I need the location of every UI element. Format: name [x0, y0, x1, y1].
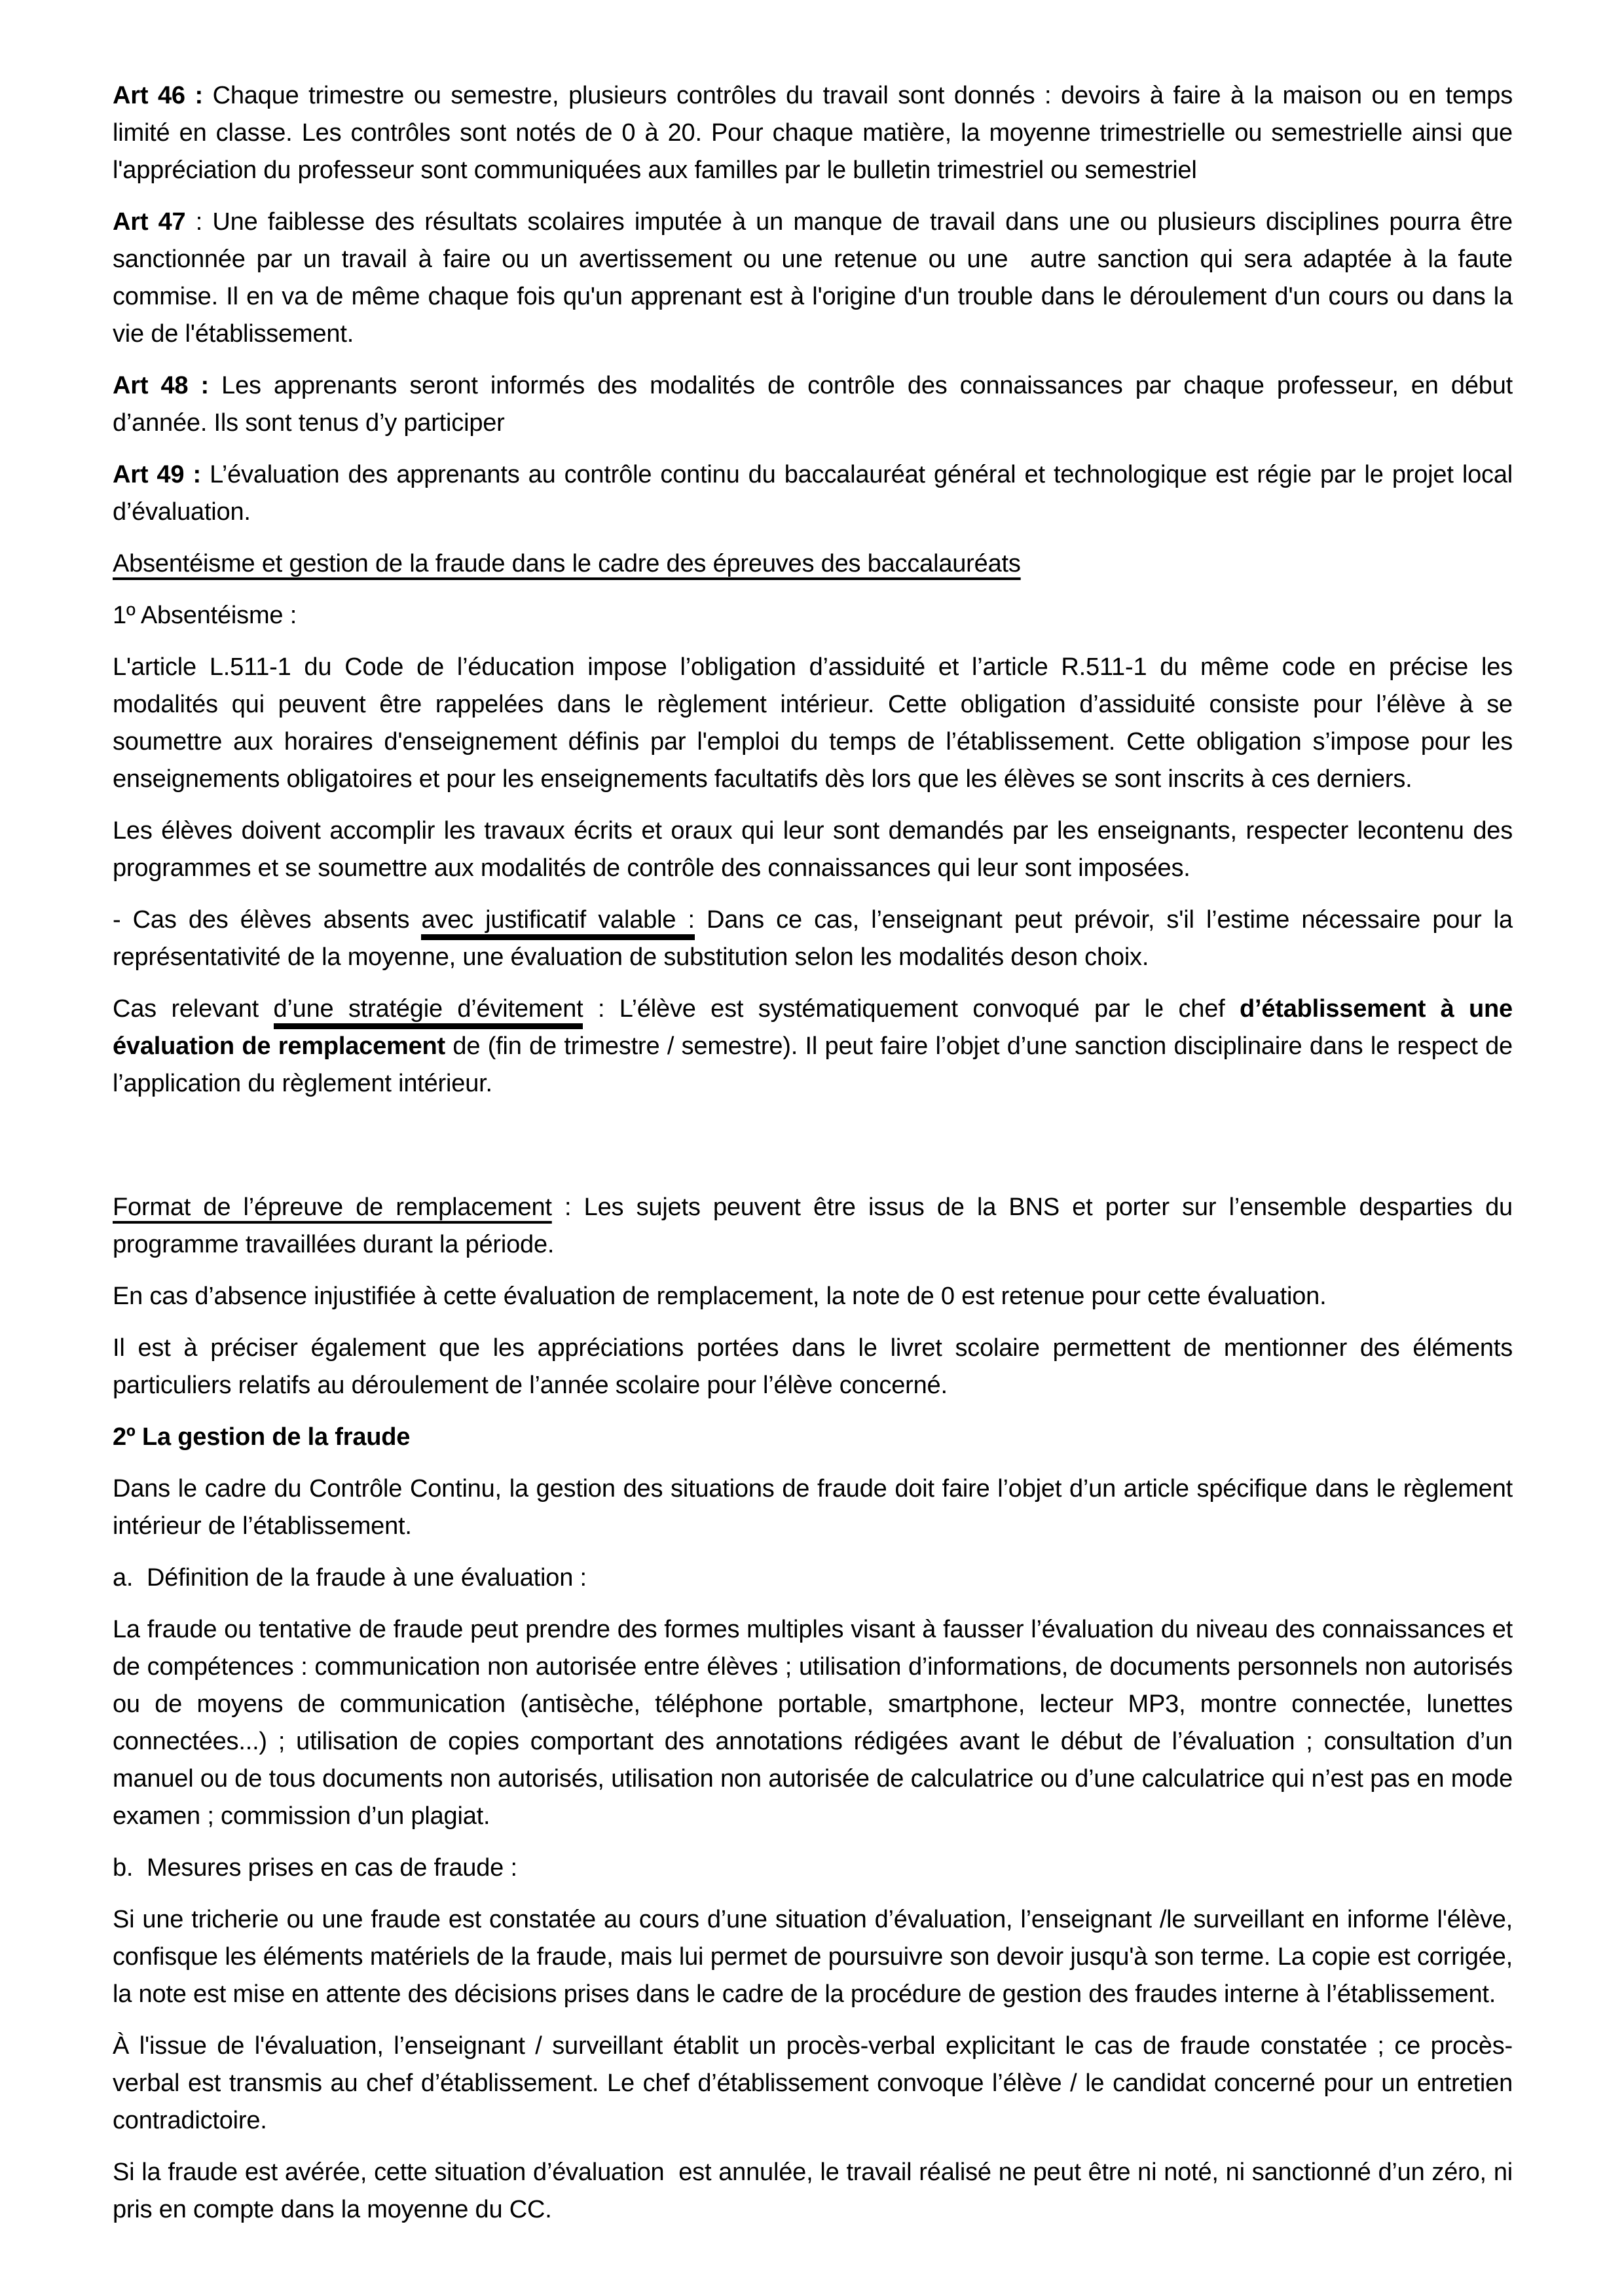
text-run: Si une tricherie ou une fraude est constatée au cours d’une situation d’évaluation, l’enseignant /le surveillant en informe l'élève, confisque les éléments matériels de la fraude, mais lui permet de poursuivre son devoir jusqu'à son terme. La copie est corrigée, la note est mise en attente des décisions prises dans le cadre de la procédure de gestion des fraudes interne à l’établissement. [113, 1906, 1513, 2008]
text-run: d’établissement à une évaluation de remplacement [113, 995, 1513, 1060]
art-48-paragraph [113, 367, 1513, 442]
section-heading-absenteisme-fraude [113, 545, 1513, 583]
paragraph-livret-scolaire [113, 1330, 1513, 1404]
paragraph-proces-verbal [113, 2028, 1513, 2140]
text-run: avec justificatif valable : [421, 906, 694, 940]
text-run: Les élèves doivent accomplir les travaux écrits et oraux qui leur sont demandés par les enseignants, respecter lecontenu des programmes et se soumettre aux modalités de contrôle des connaissances qui leur sont imposées. [113, 817, 1513, 882]
text-run: Les apprenants seront informés des modalités de contrôle des connaissances par chaque professeur, en début d’année. Ils sont tenus d’y participer [113, 372, 1513, 437]
paragraph-travaux-ecrits-oraux [113, 812, 1513, 887]
item-a-definition-fraude [113, 1559, 1513, 1597]
blank-gap [113, 1117, 1513, 1189]
text-run: 1º Absentéisme : [113, 602, 297, 629]
text-run: Chaque trimestre ou semestre, plusieurs contrôles du travail sont donnés : devoirs à faire à la maison ou en temps limité en classe. Les contrôles sont notés de 0 à 20. Pour chaque matière, la moyenne trimestrielle ou semestrielle ainsi que l'appréciation du professeur sont communiquées aux familles par le bulletin trimestriel ou semestriel [113, 82, 1513, 184]
paragraph-format-epreuve [113, 1189, 1513, 1264]
text-run: Cas relevant [113, 995, 274, 1023]
text-run: - Cas des élèves absents [113, 906, 422, 934]
text-run: Dans le cadre du Contrôle Continu, la gestion des situations de fraude doit faire l’objet d’un article spécifique dans le règlement intérieur de l’établissement. [113, 1475, 1513, 1540]
art-49-paragraph [113, 456, 1513, 531]
text-run: : Les sujets peuvent être issus de la BNS et porter sur l’ensemble desparties du programme travaillées durant la période. [113, 1194, 1513, 1258]
text-run: Format de l’épreuve de remplacement [113, 1194, 552, 1221]
text-run: À l'issue de l'évaluation, l’enseignant / surveillant établit un procès-verbal explicitant le cas de fraude constatée ; ce procès-verbal est transmis au chef d’établissement. Le chef d’établissement convoque l’élève / le candidat concerné pour un entretien contradictoire. [113, 2032, 1513, 2134]
paragraph-absents-justificatif [113, 902, 1513, 976]
text-run: Art 49 : [113, 461, 210, 488]
text-run: b. Mesures prises en cas de fraude : [113, 1854, 517, 1882]
text-run: d’une stratégie d’évitement [274, 995, 583, 1029]
art-46-paragraph [113, 77, 1513, 189]
text-run: La fraude ou tentative de fraude peut prendre des formes multiples visant à fausser l’évaluation du niveau des connaissances et de compétences : communication non autorisée entre élèves ; utilisation d’informations, de documents personnels non autorisés ou de moyens de communication (antisèche, téléphone portable, smartphone, lecteur MP3, montre connectée, lunettes connectées...) ; utilisation de copies comportant des annotations rédigées avant le début de l’évaluation ; consultation d’un manuel ou de tous documents non autorisés, utilisation non autorisée de calculatrice ou d’une calculatrice qui n’est pas en mode examen ; commission d’un plagiat. [113, 1616, 1513, 1830]
item-b-mesures-fraude [113, 1850, 1513, 1887]
text-run: de (fin de trimestre / semestre). Il peut faire l’objet d’une sanction disciplinaire dans le respect de l’application du règlement intérieur. [113, 1032, 1513, 1097]
text-run: Art 48 : [113, 372, 222, 399]
text-run: : L’élève est systématiquement convoqué par le chef [583, 995, 1240, 1023]
text-run: L’évaluation des apprenants au contrôle continu du baccalauréat général et technologique est régie par le projet local d’évaluation. [113, 461, 1513, 526]
paragraph-formes-de-fraude [113, 1611, 1513, 1835]
text-run: Art 47 [113, 208, 186, 236]
paragraph-obligation-assiduite [113, 649, 1513, 798]
art-47-paragraph [113, 204, 1513, 353]
paragraph-fraude-averee [113, 2154, 1513, 2229]
paragraph-cadre-controle-continu [113, 1470, 1513, 1545]
text-run: En cas d’absence injustifiée à cette évaluation de remplacement, la note de 0 est retenue pour cette évaluation. [113, 1283, 1327, 1310]
paragraph-absence-injustifiee [113, 1278, 1513, 1315]
text-run: Si la fraude est avérée, cette situation d’évaluation est annulée, le travail réalisé ne peut être ni noté, ni sanctionné d’un zéro, ni pris en compte dans la moyenne du CC. [113, 2159, 1513, 2223]
paragraph-tricherie-constatee [113, 1901, 1513, 2013]
text-run: Art 46 : [113, 82, 213, 109]
item-2-gestion-fraude [113, 1419, 1513, 1456]
text-run: a. Définition de la fraude à une évaluation : [113, 1564, 587, 1592]
text-run: Absentéisme et gestion de la fraude dans le cadre des épreuves des baccalauréats [113, 550, 1021, 577]
text-run: : Une faiblesse des résultats scolaires imputée à un manque de travail dans une ou plusieurs disciplines pourra être sanctionnée par un travail à faire ou un avertissement ou une retenue ou une autre sanction qui sera adaptée à la faute commise. Il en va de même chaque fois qu'un apprenant est à l'origine d'un trouble dans le déroulement d'un cours ou dans la vie de l'établissement. [113, 208, 1513, 348]
item-1-absenteisme [113, 597, 1513, 634]
text-run: L'article L.511-1 du Code de l’éducation impose l’obligation d’assiduité et l’article R.511-1 du même code en précise les modalités qui peuvent être rappelées dans le règlement intérieur. Cette obligation d’assiduité consiste pour l’élève à se soumettre aux horaires d'enseignement définis par l'emploi du temps de l’établissement. Cette obligation s’impose pour les enseignements obligatoires et pour les enseignements facultatifs dès lors que les élèves se sont inscrits à ces derniers. [113, 653, 1513, 793]
paragraph-strategie-evitement [113, 991, 1513, 1102]
text-run: Il est à préciser également que les appréciations portées dans le livret scolaire permettent de mentionner des éléments particuliers relatifs au déroulement de l’année scolaire pour l’élève concerné. [113, 1334, 1513, 1399]
text-run: Dans ce cas, l’enseignant peut prévoir, s'il l’estime nécessaire pour la représentativité de la moyenne, une évaluation de substitution selon les modalités deson choix. [113, 906, 1513, 971]
text-run: 2º La gestion de la fraude [113, 1423, 411, 1451]
document-body [113, 77, 1513, 2229]
